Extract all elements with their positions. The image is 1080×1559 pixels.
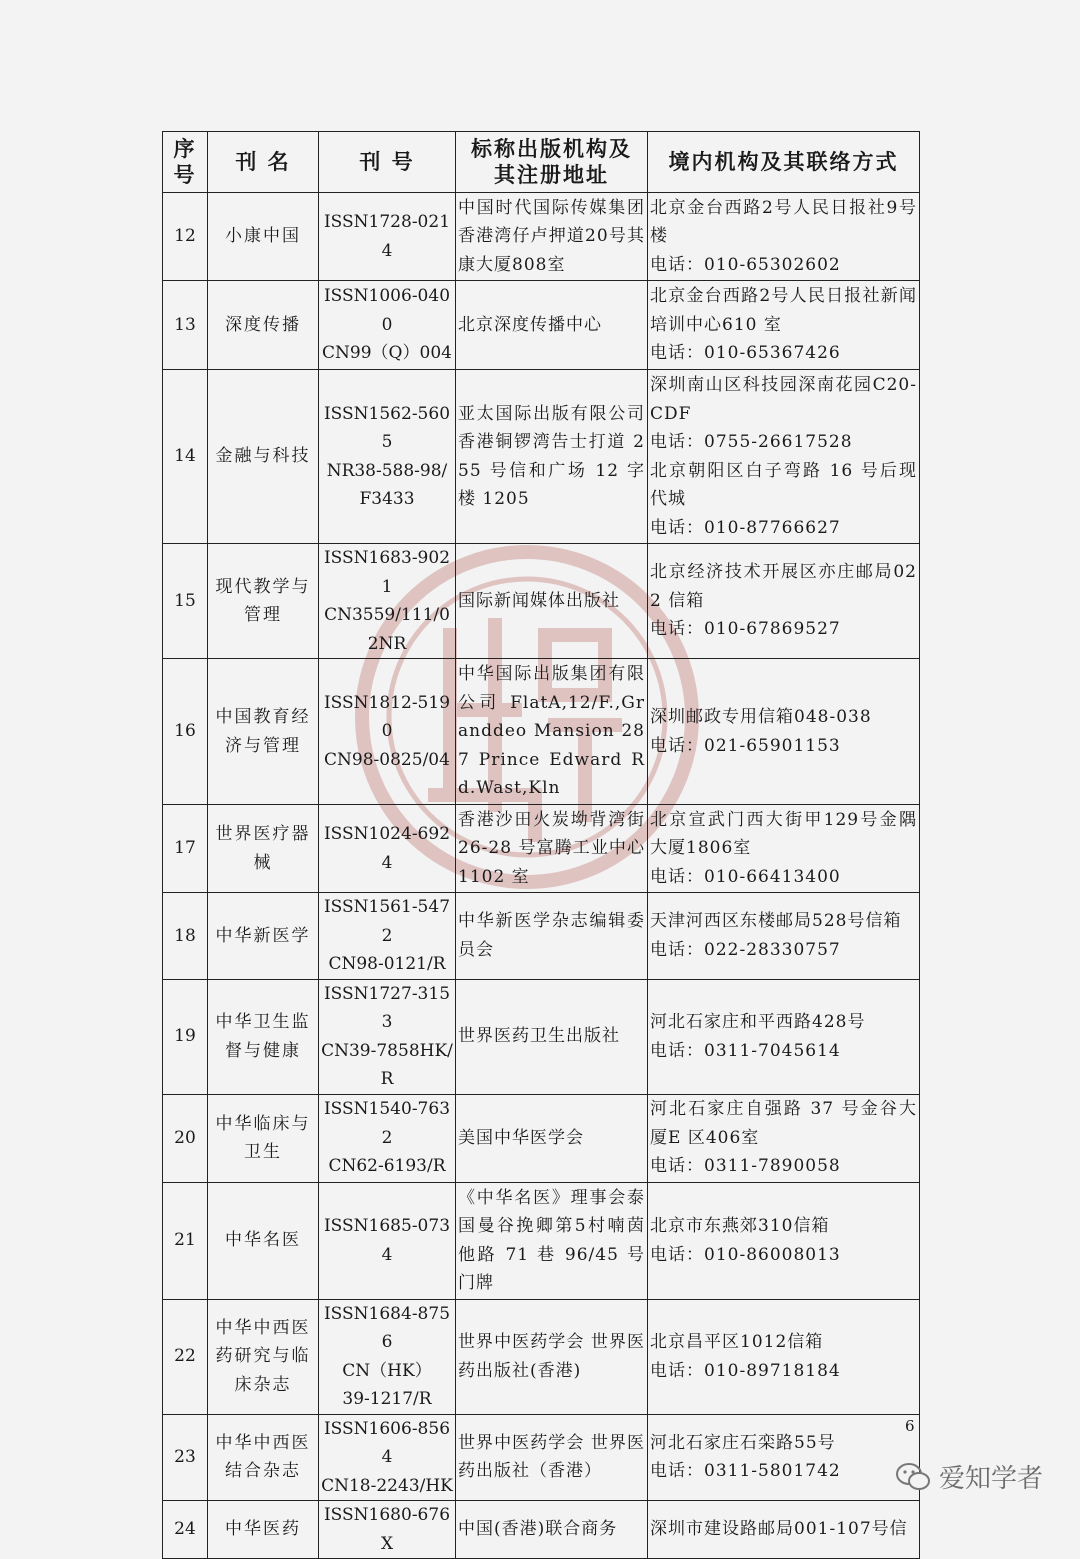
watermark [895, 1458, 1043, 1495]
row-name: 中华卫生监督与健康 [208, 979, 319, 1094]
row-no: 16 [163, 659, 208, 805]
row-issn: ISSN1562-5605 NR38-588-98/F3433 [319, 370, 456, 544]
row-contact: 天津河西区东楼邮局528号信箱 电话：022-28330757 [648, 893, 920, 980]
row-contact: 深圳南山区科技园深南花园C20-CDF 电话：0755-26617528 北京朝阳区白子弯路 16 号后现代城 电话：010-87766627 [648, 370, 920, 544]
table-row [163, 1501, 920, 1559]
row-issn: ISSN1684-8756 CN（HK） 39-1217/R [319, 1299, 456, 1414]
row-contact: 北京经济技术开展区亦庄邮局022 信箱 电话：010-67869527 [648, 544, 920, 659]
row-no: 24 [163, 1501, 208, 1559]
table-header-row [163, 132, 920, 193]
row-name: 中华新医学 [208, 893, 319, 980]
header-contact: 境内机构及其联络方式 [648, 132, 920, 193]
row-issn: ISSN1812-5190 CN98-0825/04 [319, 659, 456, 805]
row-publisher: 《中华名医》理事会泰国曼谷挽卿第5村喃茵他路 71 巷 96/45 号门牌 [456, 1182, 648, 1299]
row-publisher: 亚太国际出版有限公司香港铜锣湾告士打道 255 号信和广场 12 字楼 1205 [456, 370, 648, 544]
row-no: 22 [163, 1299, 208, 1414]
row-publisher: 国际新闻媒体出版社 [456, 544, 648, 659]
watermark-text: 爱知学者 [939, 1464, 1044, 1494]
row-no: 15 [163, 544, 208, 659]
row-name: 中华中西医药研究与临床杂志 [208, 1299, 319, 1414]
table-row [163, 544, 920, 659]
row-issn: ISSN1024-6924 [319, 805, 456, 893]
row-name: 深度传播 [208, 281, 319, 370]
row-contact: 北京昌平区1012信箱 电话：010-89718184 [648, 1299, 920, 1414]
header-no: 序号 [163, 132, 208, 193]
table-row [163, 1299, 920, 1414]
row-publisher: 中华新医学杂志编辑委员会 [456, 893, 648, 980]
row-publisher: 世界中医药学会 世界医药出版社(香港) [456, 1299, 648, 1414]
row-publisher: 中国(香港)联合商务 [456, 1501, 648, 1559]
row-contact: 北京宣武门西大街甲129号金隅大厦1806室 电话：010-66413400 [648, 805, 920, 893]
table-row [163, 370, 920, 544]
row-issn: ISSN1683-9021 CN3559/111/02NR [319, 544, 456, 659]
row-contact: 河北石家庄自强路 37 号金谷大厦E 区406室 电话：0311-7890058 [648, 1094, 920, 1182]
row-name: 中华临床与卫生 [208, 1094, 319, 1182]
table-row [163, 659, 920, 805]
row-name: 现代教学与管理 [208, 544, 319, 659]
row-publisher: 中华国际出版集团有限公司 FlatA,12/F.,Granddeo Mansion 287 Prince Edward Rd.Wast,Kln [456, 659, 648, 805]
row-no: 20 [163, 1094, 208, 1182]
row-no: 14 [163, 370, 208, 544]
table-row [163, 1094, 920, 1182]
row-issn: ISSN1680-676X [319, 1501, 456, 1559]
row-contact: 北京金台西路2号人民日报社9号楼 电话：010-65302602 [648, 193, 920, 281]
row-publisher: 世界医药卫生出版社 [456, 979, 648, 1094]
table-row [163, 281, 920, 370]
header-name: 刊 名 [208, 132, 319, 193]
journal-table [162, 131, 920, 1559]
row-no: 18 [163, 893, 208, 980]
row-contact: 北京市东燕郊310信箱 电话：010-86008013 [648, 1182, 920, 1299]
table-row [163, 805, 920, 893]
row-publisher: 世界中医药学会 世界医药出版社（香港） [456, 1414, 648, 1501]
page-number: 6 [905, 1417, 915, 1435]
table-row [163, 893, 920, 980]
row-contact: 深圳市建设路邮局001-107号信 [648, 1501, 920, 1559]
row-name: 中国教育经济与管理 [208, 659, 319, 805]
table-row [163, 1182, 920, 1299]
row-no: 21 [163, 1182, 208, 1299]
row-contact: 深圳邮政专用信箱048-038 电话：021-65901153 [648, 659, 920, 805]
row-contact: 河北石家庄和平西路428号 电话：0311-7045614 [648, 979, 920, 1094]
row-publisher: 北京深度传播中心 [456, 281, 648, 370]
row-name: 世界医疗器械 [208, 805, 319, 893]
header-issn: 刊 号 [319, 132, 456, 193]
row-contact: 北京金台西路2号人民日报社新闻培训中心610 室 电话：010-65367426 [648, 281, 920, 370]
wechat-icon [895, 1462, 931, 1492]
row-issn: ISSN1540-7632 CN62-6193/R [319, 1094, 456, 1182]
table-row [163, 979, 920, 1094]
row-name: 小康中国 [208, 193, 319, 281]
row-no: 23 [163, 1414, 208, 1501]
row-name: 金融与科技 [208, 370, 319, 544]
row-issn: ISSN1006-0400 CN99（Q）004 [319, 281, 456, 370]
row-issn: ISSN1561-5472 CN98-0121/R [319, 893, 456, 980]
row-issn: ISSN1728-0214 [319, 193, 456, 281]
table-row [163, 193, 920, 281]
row-no: 19 [163, 979, 208, 1094]
row-no: 17 [163, 805, 208, 893]
row-name: 中华中西医结合杂志 [208, 1414, 319, 1501]
row-issn: ISSN1727-3153 CN39-7858HK/R [319, 979, 456, 1094]
row-no: 12 [163, 193, 208, 281]
row-name: 中华医药 [208, 1501, 319, 1559]
row-publisher: 中国时代国际传媒集团 香港湾仔卢押道20号其康大厦808室 [456, 193, 648, 281]
row-issn: ISSN1606-8564 CN18-2243/HK [319, 1414, 456, 1501]
row-publisher: 美国中华医学会 [456, 1094, 648, 1182]
row-issn: ISSN1685-0734 [319, 1182, 456, 1299]
row-name: 中华名医 [208, 1182, 319, 1299]
row-publisher: 香港沙田火炭坳背湾街 26-28 号富腾工业中心 1102 室 [456, 805, 648, 893]
row-contact: 河北石家庄石栾路55号 电话：0311-5801742 [648, 1414, 920, 1501]
row-no: 13 [163, 281, 208, 370]
header-publisher: 标称出版机构及其注册地址 [456, 132, 648, 193]
table-row [163, 1414, 920, 1501]
